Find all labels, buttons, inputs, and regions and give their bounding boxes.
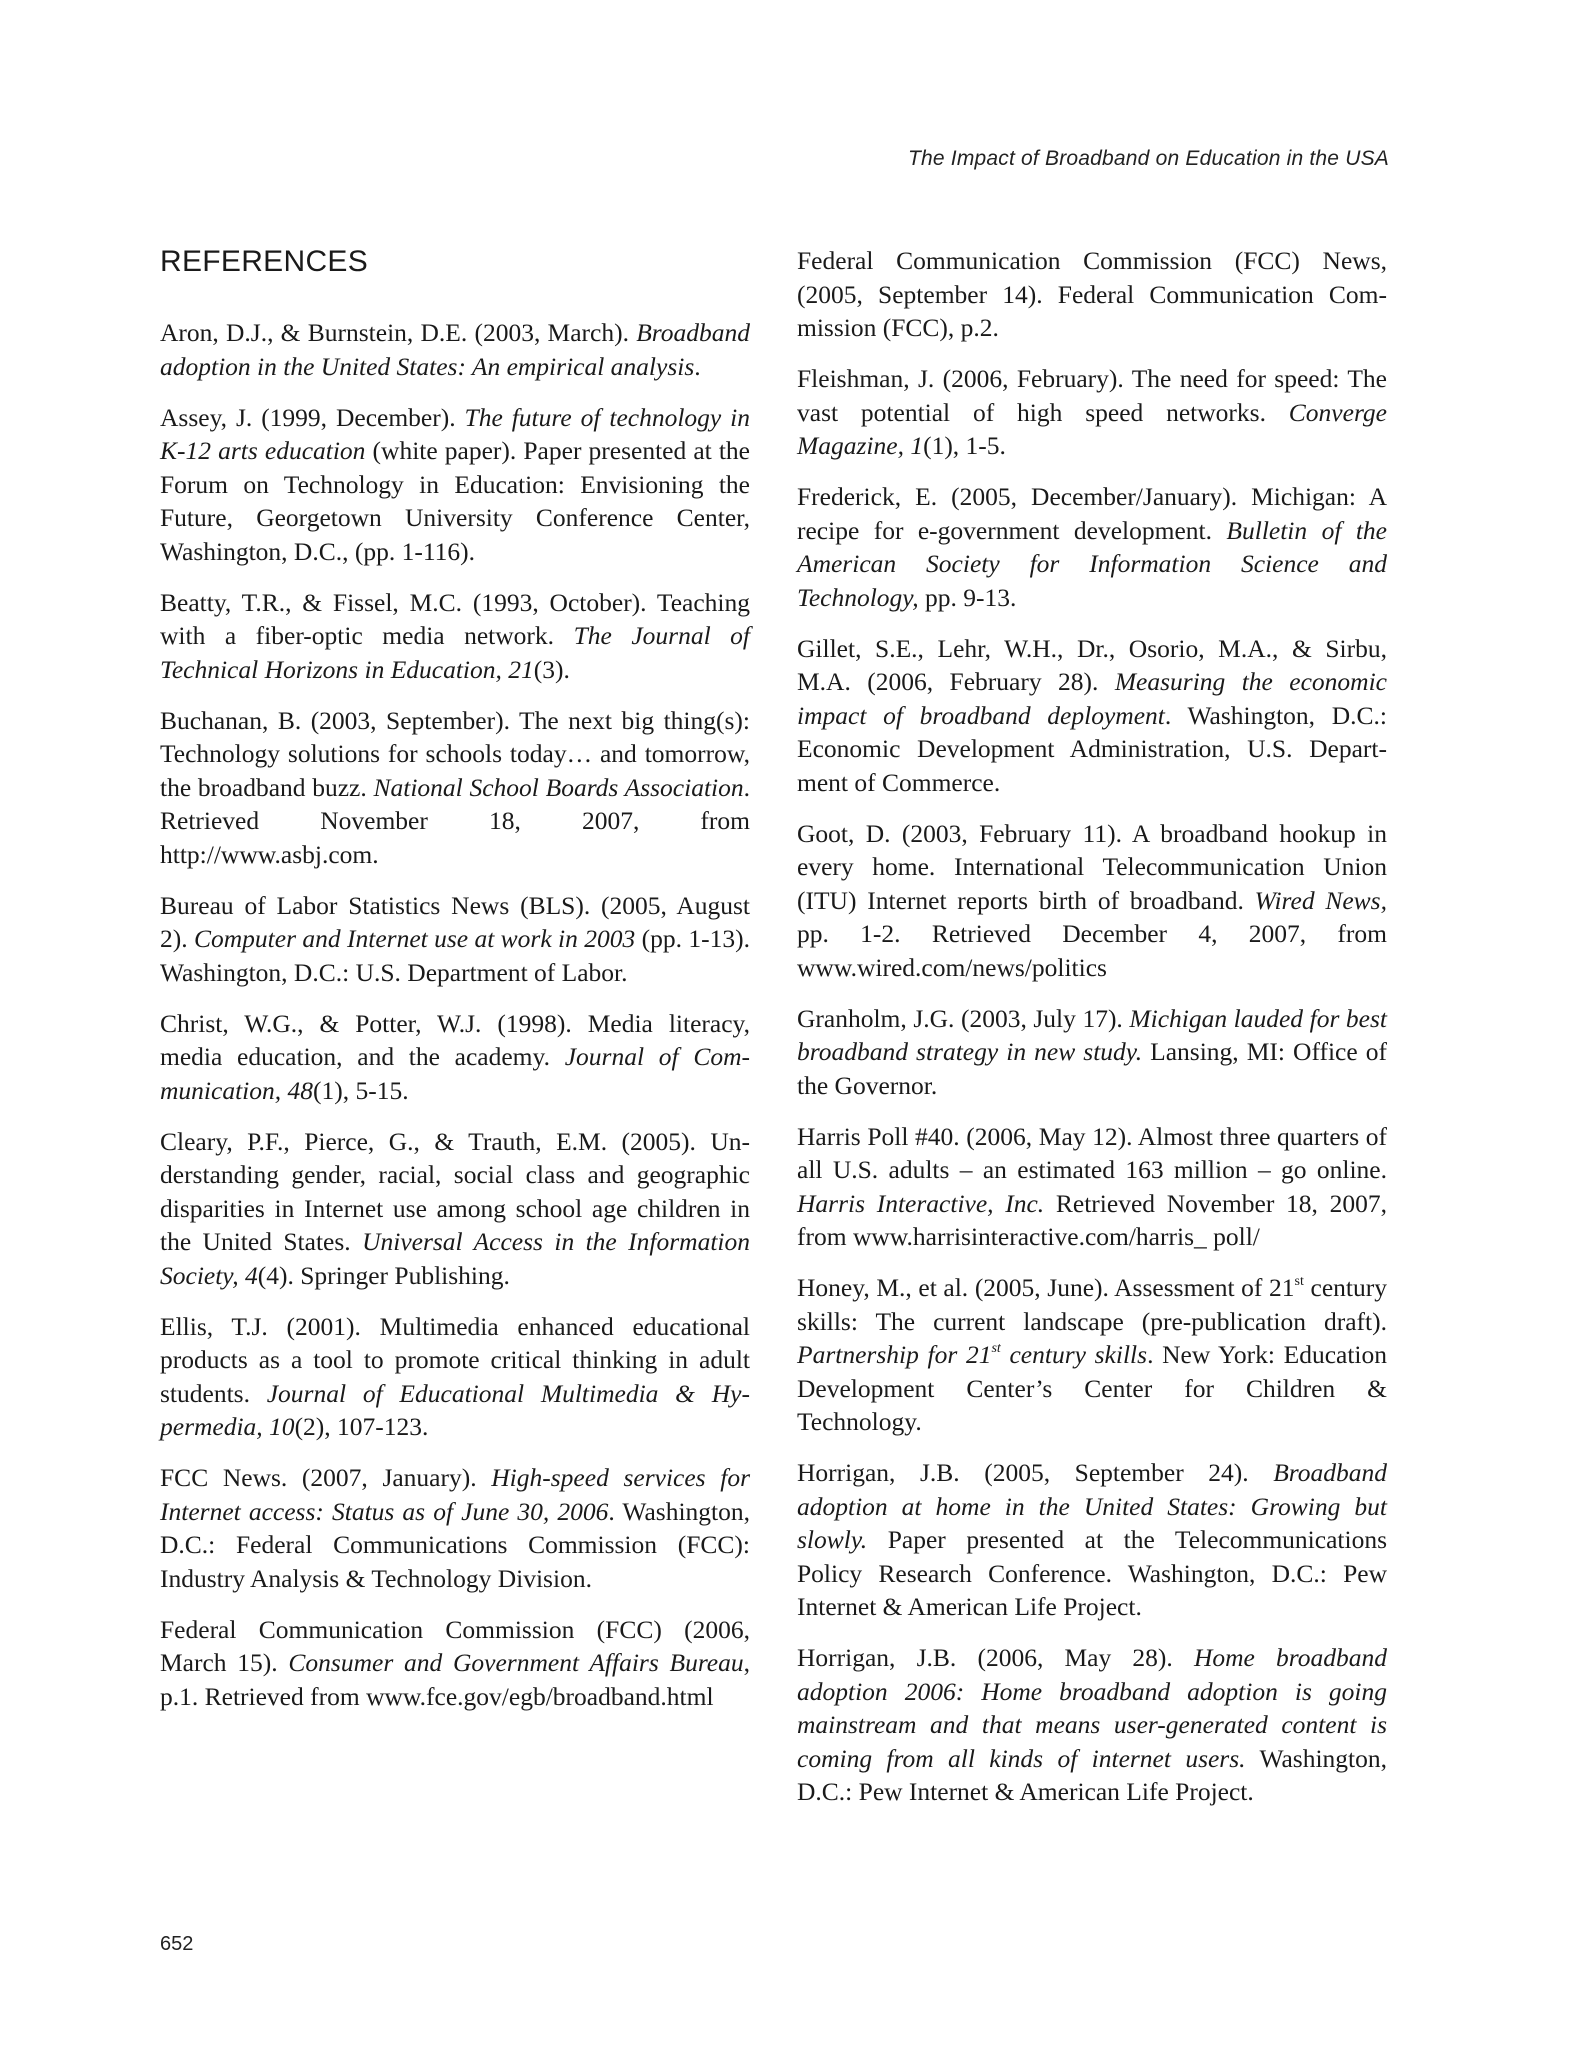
reference-honey: Honey, M., et al. (2005, June). Assessment of 21st century skills: The current landscape (pre-publication draft). Partnership for 21st century skills. New York: Education Development Center’s Center for Children & Technology. [797,1273,1388,1436]
section-heading: REFERENCES [160,245,369,278]
reference-fleishman: Fleishman, J. (2006, February). The need for speed: The vast potential of high speed networks. Converge Magazine, 1(1), 1-5. [797,364,1387,460]
reference-bls: Bureau of Labor Statistics News (BLS). (2005, August 2). Computer and Internet use at work in 2003 (pp. 1-13). Washington, D.C.: U.S. Department of Labor. [160,890,750,987]
reference-granholm: Granholm, J.G. (2003, July 17). Michigan lauded for best broadband strategy in new study. Lansing, MI: Office of the Governor. [797,1003,1387,1100]
reference-horrigan-2005: Horrigan, J.B. (2005, September 24). Broadband adoption at home in the United States: Growing but slowly. Paper presented at the Telecommunications Policy Research Conference. Washington, D.C.: Pew Internet & American Life Project. [797,1458,1387,1621]
reference-harris-poll: Harris Poll #40. (2006, May 12). Almost three quarters of all U.S. adults – an estimated 163 million – go online. Harris Interactive, Inc. Retrieved November 18, 2007, from www.harrisinteractive.com/harris_ poll/ [797,1121,1387,1251]
reference-ellis: Ellis, T.J. (2001). Multimedia enhanced educational products as a tool to promote critical thinking in adult students. Journal of Educational Multimedia & Hypermedia, 10(2), 107-123. [160,1311,750,1441]
reference-frederick: Frederick, E. (2005, December/January). Michigan: A recipe for e-government development. Bulletin of the American Society for Information Science and Technology, pp. 9-13. [797,482,1387,612]
reference-cleary: Cleary, P.F., Pierce, G., & Trauth, E.M. (2005). Understanding gender, racial, social class and geographic disparities in Internet use among school age children in the United States. Universal Access in the Information Society, 4(4). Springer Publishing. [160,1126,750,1290]
reference-gillet: Gillet, S.E., Lehr, W.H., Dr., Osorio, M.A., & Sirbu, M.A. (2006, February 28). Measuring the economic impact of broadband deployment. Washington, D.C.: Economic Development Administration, U.S. Department of Commerce. [797,633,1387,797]
reference-christ: Christ, W.G., & Potter, W.J. (1998). Media literacy, media education, and the academy. Journal of Communication, 48(1), 5-15. [160,1008,750,1105]
reference-beatty: Beatty, T.R., & Fissel, M.C. (1993, October). Teaching with a fiber-optic media network. The Journal of Technical Horizons in Education, 21(3). [160,587,750,684]
reference-fcc-2006: Federal Communication Commission (FCC) (2006, March 15). Consumer and Government Affairs Bureau, p.1. Retrieved from www.fce.gov/egb/broadband.html [160,1614,750,1711]
reference-fcc-news-2005: Federal Communication Commission (FCC) News, (2005, September 14). Federal Communication Commission (FCC), p.2. [797,246,1387,342]
right-column [797,244,1387,1826]
reference-horrigan-2006: Horrigan, J.B. (2006, May 28). Home broadband adoption 2006: Home broadband adoption is going mainstream and that means user-generated content is coming from all kinds of internet users. Washington, D.C.: Pew Internet & American Life Project. [797,1643,1388,1806]
left-column [160,244,750,1731]
reference-buchanan: Buchanan, B. (2003, September). The next big thing(s): Technology solutions for schools today… and tomorrow, the broadband buzz. National School Boards Association. Retrieved November 18, 2007, from http://www.asbj.com. [160,705,750,869]
reference-assey: Assey, J. (1999, December). The future of technology in K-12 arts education (white paper). Paper presented at the Forum on Technology in Education: Envisioning the Future, Georgetown University Conference Center, Washington, D.C., (pp. 1-116). [160,402,750,566]
page-number: 652 [160,1933,194,1955]
running-header: The Impact of Broadband on Education in the USA [907,147,1389,170]
reference-aron: Aron, D.J., & Burnstein, D.E. (2003, March). Broadband adoption in the United States: An empirical analysis. [160,318,750,381]
reference-fcc-news-2007: FCC News. (2007, January). High-speed services for Internet access: Status as of June 30, 2006. Washington, D.C.: Federal Communications Commission (FCC): Industry Analysis & Technology Division. [160,1463,750,1593]
reference-goot: Goot, D. (2003, February 11). A broadband hookup in every home. International Telecommunication Union (ITU) Internet reports birth of broadband. Wired News, pp. 1-2. Retrieved December 4, 2007, from www.wired.com/news/politics [797,818,1387,982]
